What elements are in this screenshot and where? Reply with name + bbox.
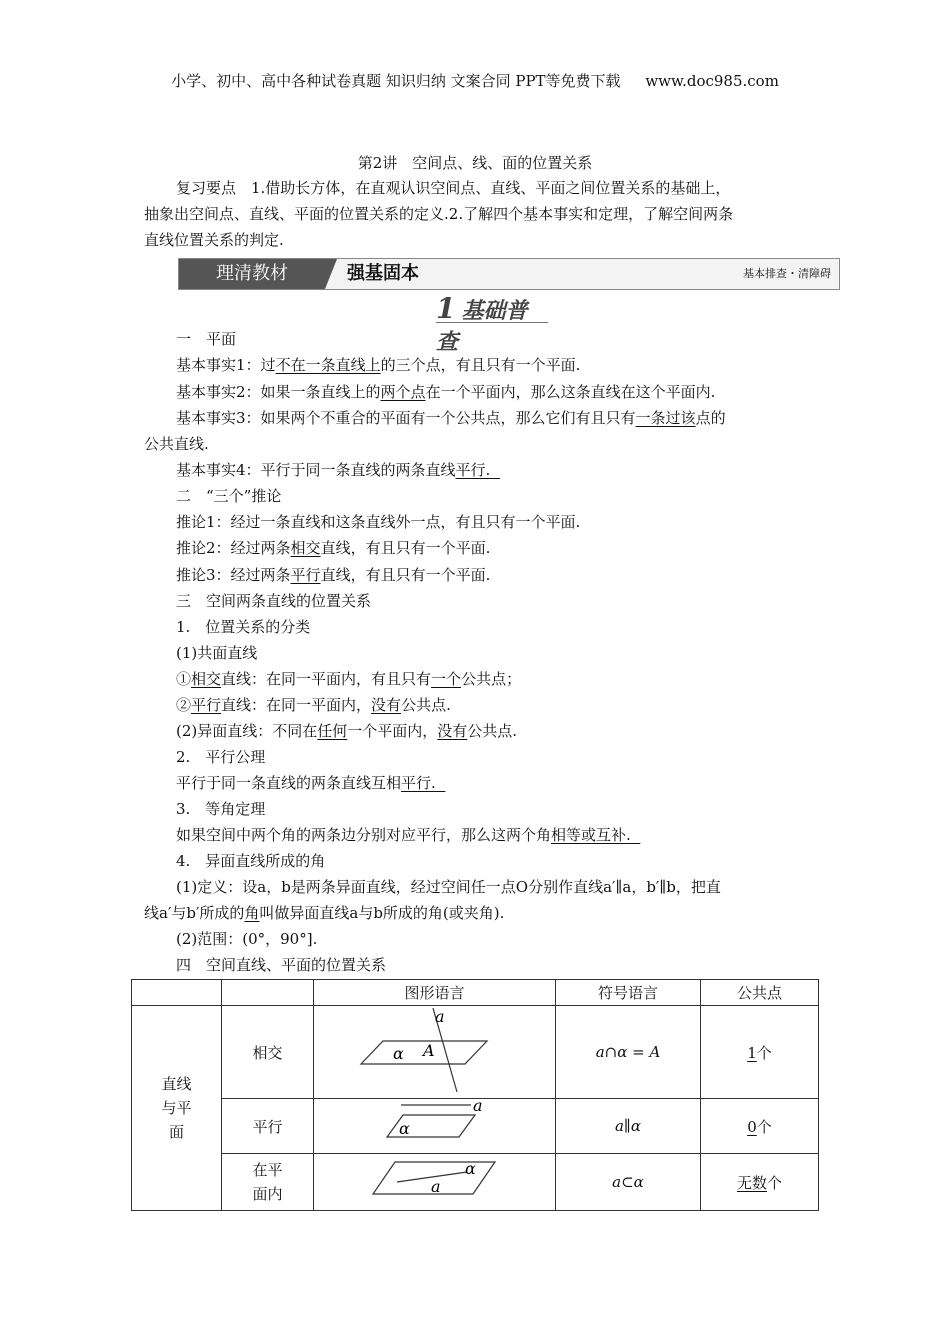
banner-strong-label: 强基固本 xyxy=(347,263,419,284)
points-parallel: 0个 xyxy=(701,1099,819,1154)
table-row xyxy=(132,1154,819,1211)
review-line-1: 复习要点 1.借助长方体，在直观认识空间点、直线、平面之间位置关系的基础上， xyxy=(176,179,731,197)
fact-2: 基本事实2：如果一条直线上的两个点在一个平面内，那么这条直线在这个平面内. xyxy=(176,383,716,401)
review-line-3: 直线位置关系的判定. xyxy=(144,231,284,249)
fact-3-cont: 公共直线. xyxy=(144,435,209,453)
case-skew: (2)异面直线：不同在任何一个平面内，没有公共点. xyxy=(176,722,518,740)
label-alpha: α xyxy=(392,1044,404,1063)
row-name: 相交 xyxy=(222,1006,314,1099)
page-title: 第2讲 空间点、线、面的位置关系 xyxy=(357,154,593,172)
heading-two-lines: 三 空间两条直线的位置关系 xyxy=(176,592,372,610)
fact-1: 基本事实1：过不在一条直线上的三个点，有且只有一个平面. xyxy=(176,356,581,374)
corollary-3: 推论3：经过两条平行直线，有且只有一个平面. xyxy=(176,566,491,584)
section-banner xyxy=(178,258,840,290)
point-3a: 如果空间中两个角的两条边分别对应平行，那么这两个角相等或互补. xyxy=(176,826,631,844)
label-a: a xyxy=(430,1177,441,1196)
symbol-parallel: a∥α xyxy=(556,1099,701,1154)
point-2: 2. 平行公理 xyxy=(176,748,266,766)
banner-dark-label: 理清教材 xyxy=(179,259,325,289)
table-row xyxy=(132,1099,819,1154)
label-alpha: α xyxy=(464,1159,476,1178)
point-1a: (1)共面直线 xyxy=(176,644,258,662)
symbol-in-plane: a⊂α xyxy=(556,1154,701,1211)
symbol-intersect: a∩α = A xyxy=(556,1006,701,1099)
header-symbol: 符号语言 xyxy=(556,980,701,1006)
points-intersect: 1个 xyxy=(701,1006,819,1099)
label-A: A xyxy=(422,1041,435,1060)
definition-2: 线a′与b′所成的角叫做异面直线a与b所成的角(或夹角). xyxy=(144,904,505,922)
case-parallel: ②平行直线：在同一平面内，没有公共点. xyxy=(176,696,451,714)
fact-4: 基本事实4：平行于同一条直线的两条直线平行. xyxy=(176,461,491,479)
header-points: 公共点 xyxy=(701,980,819,1006)
corollary-2: 推论2：经过两条相交直线，有且只有一个平面. xyxy=(176,539,491,557)
section-label: 基础普查 xyxy=(436,298,528,355)
group-label: 直线与平面 xyxy=(132,1006,222,1211)
in-plane-figure xyxy=(315,1154,555,1206)
case-intersect: ①相交直线：在同一平面内，有且只有一个公共点； xyxy=(176,670,522,688)
corollary-1: 推论1：经过一条直线和这条直线外一点，有且只有一个平面. xyxy=(176,513,581,531)
page-header xyxy=(0,70,950,91)
section-heading xyxy=(436,292,548,355)
definition-1: (1)定义：设a，b是两条异面直线，经过空间任一点O分别作直线a′∥a，b′∥b，把直 xyxy=(176,878,721,896)
section-number: 1 xyxy=(436,292,456,325)
intersect-figure xyxy=(315,1006,555,1094)
label-a: a xyxy=(434,1007,445,1026)
row-name: 平行 xyxy=(222,1099,314,1154)
points-in-plane: 无数个 xyxy=(701,1154,819,1211)
figure-parallel xyxy=(314,1099,556,1154)
banner-arrow xyxy=(325,259,337,289)
heading-corollaries: 二 “三个”推论 xyxy=(176,487,282,505)
label-a: a xyxy=(472,1099,483,1115)
line-plane-table xyxy=(131,979,819,1211)
point-4: 4. 异面直线所成的角 xyxy=(176,852,326,870)
parallel-figure xyxy=(315,1099,555,1149)
point-3: 3. 等角定理 xyxy=(176,800,266,818)
heading-plane: 一 平面 xyxy=(176,330,237,348)
fact-3: 基本事实3：如果两个不重合的平面有一个公共点，那么它们有且只有一条过该点的 xyxy=(176,409,726,427)
point-2a: 平行于同一条直线的两条直线互相平行. xyxy=(176,774,436,792)
banner-right-label: 基本排查・清障碍 xyxy=(743,267,831,280)
point-1: 1. 位置关系的分类 xyxy=(176,618,311,636)
label-alpha: α xyxy=(398,1119,410,1138)
figure-in-plane xyxy=(314,1154,556,1211)
figure-intersect xyxy=(314,1006,556,1099)
review-line-2: 抽象出空间点、直线、平面的位置关系的定义.2.了解四个基本事实和定理，了解空间两条 xyxy=(144,205,734,223)
table-row xyxy=(132,1006,819,1099)
range-line: (2)范围：(0°，90°]. xyxy=(176,930,318,948)
header-right: www.doc985.com xyxy=(645,72,779,90)
table-header-row xyxy=(132,980,819,1006)
header-figure: 图形语言 xyxy=(314,980,556,1006)
header-left: 小学、初中、高中各种试卷真题 知识归纳 文案合同 PPT等免费下载 xyxy=(171,72,621,90)
heading-line-plane: 四 空间直线、平面的位置关系 xyxy=(176,956,387,974)
row-name: 在平面内 xyxy=(222,1154,314,1211)
